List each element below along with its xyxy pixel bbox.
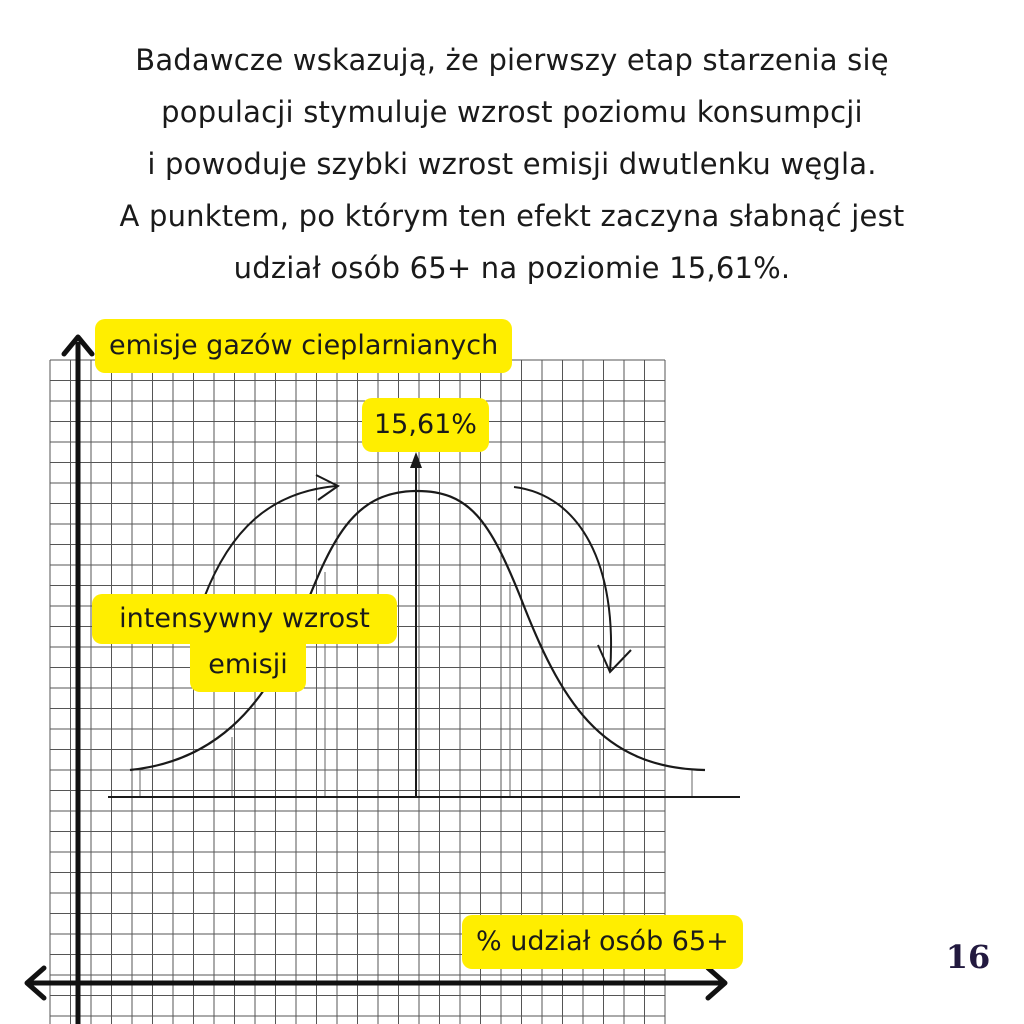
x-axis-label: % udział osób 65+ [462, 915, 743, 969]
growth-label-line-1: intensywny wzrost [92, 594, 397, 644]
growth-label-line-2: emisji [190, 642, 306, 692]
heading-line: populacji stymuluje wzrost poziomu konsumpcji [161, 95, 863, 129]
heading-line: A punktem, po którym ten efekt zaczyna słabnąć jest [119, 199, 905, 233]
peak-value-label: 15,61% [362, 398, 489, 452]
peak-arrow-head [410, 452, 422, 468]
heading-line: i powoduje szybki wzrost emisji dwutlenku węgla. [147, 147, 877, 181]
heading-line: Badawcze wskazują, że pierwszy etap starzenia się [135, 43, 889, 77]
y-axis-label: emisje gazów cieplarnianych [95, 319, 512, 373]
heading-line: udział osób 65+ na poziomie 15,61%. [233, 251, 791, 285]
page-number: 16 [945, 938, 991, 976]
